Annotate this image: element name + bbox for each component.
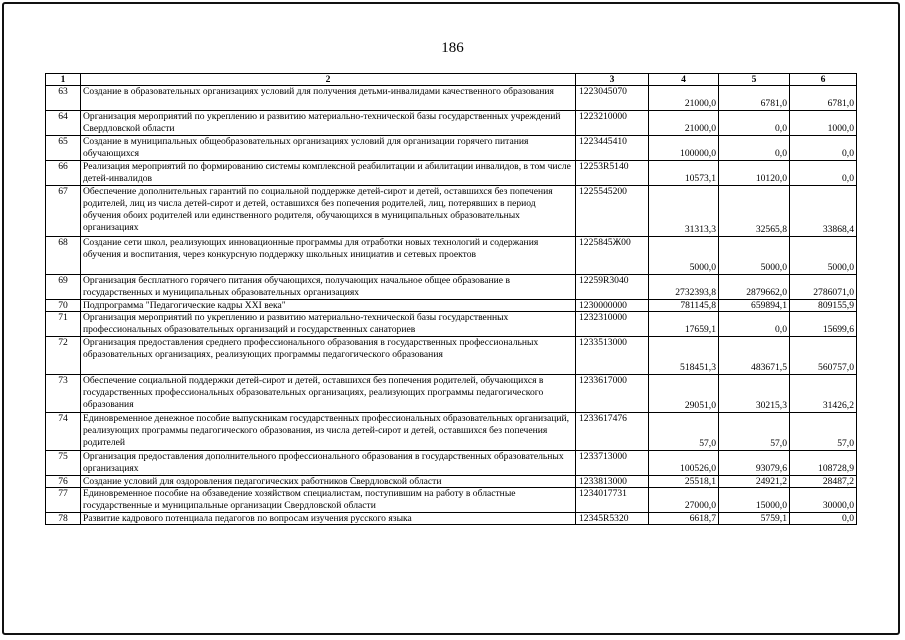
table-row — [46, 161, 857, 186]
row-value-col4: 100000,0 — [649, 136, 719, 161]
row-value-col6: 108728,9 — [790, 451, 857, 476]
row-number: 64 — [46, 111, 81, 136]
row-name: Обеспечение социальной поддержки детей-сирот и детей, оставшихся без попечения родителей, обучающихся в государственных профессиональных образовательных организациях, реализующих программы педагогического образования — [81, 375, 576, 413]
row-value-col5: 24921,2 — [719, 476, 790, 488]
row-code: 1232310000 — [576, 312, 649, 337]
table-row — [46, 237, 857, 275]
row-value-col6: 33868,4 — [790, 186, 857, 237]
row-name: Организация мероприятий по укреплению и развитию материально-технической базы государственных учреждений Свердловской области — [81, 111, 576, 136]
row-number: 69 — [46, 275, 81, 300]
row-value-col6: 1000,0 — [790, 111, 857, 136]
header-col-1: 1 — [46, 74, 81, 86]
table-row — [46, 413, 857, 451]
row-value-col6: 2786071,0 — [790, 275, 857, 300]
row-number: 68 — [46, 237, 81, 275]
row-value-col5: 30215,3 — [719, 375, 790, 413]
row-number: 66 — [46, 161, 81, 186]
row-number: 70 — [46, 300, 81, 312]
row-value-col6: 0,0 — [790, 513, 857, 525]
row-code: 12259R3040 — [576, 275, 649, 300]
row-value-col4: 31313,3 — [649, 186, 719, 237]
row-value-col5: 93079,6 — [719, 451, 790, 476]
row-value-col5: 2879662,0 — [719, 275, 790, 300]
row-value-col6: 31426,2 — [790, 375, 857, 413]
row-value-col6: 0,0 — [790, 161, 857, 186]
row-value-col4: 21000,0 — [649, 86, 719, 111]
page-number: 186 — [441, 40, 464, 56]
row-name: Организация мероприятий по укреплению и развитию материально-технической базы государственных профессиональных образовательных организаций и государственных санаториев — [81, 312, 576, 337]
table-row — [46, 488, 857, 513]
row-value-col4: 27000,0 — [649, 488, 719, 513]
row-name: Развитие кадрового потенциала педагогов по вопросам изучения русского языка — [81, 513, 576, 525]
row-value-col4: 100526,0 — [649, 451, 719, 476]
row-value-col4: 5000,0 — [649, 237, 719, 275]
row-code: 1225545200 — [576, 186, 649, 237]
row-number: 77 — [46, 488, 81, 513]
row-code: 1233617476 — [576, 413, 649, 451]
row-value-col5: 6781,0 — [719, 86, 790, 111]
header-col-6: 6 — [790, 74, 857, 86]
row-value-col6: 560757,0 — [790, 337, 857, 375]
row-code: 12345R5320 — [576, 513, 649, 525]
row-number: 75 — [46, 451, 81, 476]
row-value-col6: 30000,0 — [790, 488, 857, 513]
header-col-5: 5 — [719, 74, 790, 86]
row-name: Создание в образовательных организациях условий для получения детьми-инвалидами качественного образования — [81, 86, 576, 111]
row-code: 1234017731 — [576, 488, 649, 513]
row-value-col5: 483671,5 — [719, 337, 790, 375]
row-value-col5: 32565,8 — [719, 186, 790, 237]
row-value-col5: 0,0 — [719, 312, 790, 337]
row-value-col4: 17659,1 — [649, 312, 719, 337]
row-number: 71 — [46, 312, 81, 337]
row-value-col6: 6781,0 — [790, 86, 857, 111]
row-code: 1233513000 — [576, 337, 649, 375]
row-name: Организация предоставления среднего профессионального образования в государственных профессиональных образовательных организациях, реализующих программы педагогического образования — [81, 337, 576, 375]
row-name: Организация бесплатного горячего питания обучающихся, получающих начальное общее образование в государственных и муниципальных образовательных организациях — [81, 275, 576, 300]
row-value-col5: 659894,1 — [719, 300, 790, 312]
row-number: 76 — [46, 476, 81, 488]
header-col-2: 2 — [81, 74, 576, 86]
header-col-3: 3 — [576, 74, 649, 86]
row-code: 1225845Ж00 — [576, 237, 649, 275]
row-code: 1223445410 — [576, 136, 649, 161]
row-name: Реализация мероприятий по формированию системы комплексной реабилитации и абилитации инвалидов, в том числе детей-инвалидов — [81, 161, 576, 186]
row-code: 1233813000 — [576, 476, 649, 488]
table-row — [46, 451, 857, 476]
row-code: 1233713000 — [576, 451, 649, 476]
row-number: 78 — [46, 513, 81, 525]
row-number: 74 — [46, 413, 81, 451]
table-row — [46, 275, 857, 300]
row-number: 73 — [46, 375, 81, 413]
row-name: Создание сети школ, реализующих инновационные программы для отработки новых технологий и содержания обучения и воспитания, через конкурсную поддержку школьных инициатив и сетевых проектов — [81, 237, 576, 275]
budget-table — [45, 73, 857, 525]
row-code: 1230000000 — [576, 300, 649, 312]
table-row — [46, 337, 857, 375]
row-code: 1223045070 — [576, 86, 649, 111]
row-name: Подпрограмма "Педагогические кадры XXI века" — [81, 300, 576, 312]
row-value-col6: 28487,2 — [790, 476, 857, 488]
row-name: Организация предоставления дополнительного профессионального образования в государственных образовательных организациях — [81, 451, 576, 476]
row-name: Обеспечение дополнительных гарантий по социальной поддержке детей-сирот и детей, оставшихся без попечения родителей, лиц из числа детей-сирот и детей, оставшихся без попечения родителей, лиц, потерявших в период обучения обоих родителей или единственного родителя, обучающихся в муниципальных образовательных организациях — [81, 186, 576, 237]
row-value-col6: 5000,0 — [790, 237, 857, 275]
row-value-col4: 2732393,8 — [649, 275, 719, 300]
row-code: 1233617000 — [576, 375, 649, 413]
row-value-col5: 5000,0 — [719, 237, 790, 275]
row-value-col4: 781145,8 — [649, 300, 719, 312]
row-name: Создание в муниципальных общеобразовательных организациях условий для организации горячего питания обучающихся — [81, 136, 576, 161]
row-value-col5: 0,0 — [719, 136, 790, 161]
row-value-col6: 0,0 — [790, 136, 857, 161]
row-number: 67 — [46, 186, 81, 237]
header-col-4: 4 — [649, 74, 719, 86]
row-value-col5: 10120,0 — [719, 161, 790, 186]
row-code: 1223210000 — [576, 111, 649, 136]
row-name: Единовременное денежное пособие выпускникам государственных профессиональных образовательных организаций, реализующих программы педагогического образования, из числа детей-сирот и детей, оставшихся без попечения родителей — [81, 413, 576, 451]
row-value-col4: 57,0 — [649, 413, 719, 451]
table-row — [46, 111, 857, 136]
table-row — [46, 476, 857, 488]
row-value-col4: 6618,7 — [649, 513, 719, 525]
table-row — [46, 186, 857, 237]
row-value-col4: 29051,0 — [649, 375, 719, 413]
table-row — [46, 300, 857, 312]
row-number: 65 — [46, 136, 81, 161]
row-value-col4: 518451,3 — [649, 337, 719, 375]
table-header-row — [46, 74, 857, 86]
row-name: Создание условий для оздоровления педагогических работников Свердловской области — [81, 476, 576, 488]
row-value-col5: 57,0 — [719, 413, 790, 451]
table-row — [46, 136, 857, 161]
table-row — [46, 312, 857, 337]
row-value-col6: 15699,6 — [790, 312, 857, 337]
row-number: 72 — [46, 337, 81, 375]
row-value-col6: 809155,9 — [790, 300, 857, 312]
table-row — [46, 375, 857, 413]
row-value-col5: 15000,0 — [719, 488, 790, 513]
row-code: 12253R5140 — [576, 161, 649, 186]
row-value-col5: 0,0 — [719, 111, 790, 136]
table-row — [46, 86, 857, 111]
row-value-col4: 21000,0 — [649, 111, 719, 136]
row-value-col4: 10573,1 — [649, 161, 719, 186]
table-row — [46, 513, 857, 525]
row-value-col5: 5759,1 — [719, 513, 790, 525]
row-number: 63 — [46, 86, 81, 111]
row-value-col6: 57,0 — [790, 413, 857, 451]
row-value-col4: 25518,1 — [649, 476, 719, 488]
row-name: Единовременное пособие на обзаведение хозяйством специалистам, поступившим на работу в областные государственные и муниципальные организации Свердловской области — [81, 488, 576, 513]
